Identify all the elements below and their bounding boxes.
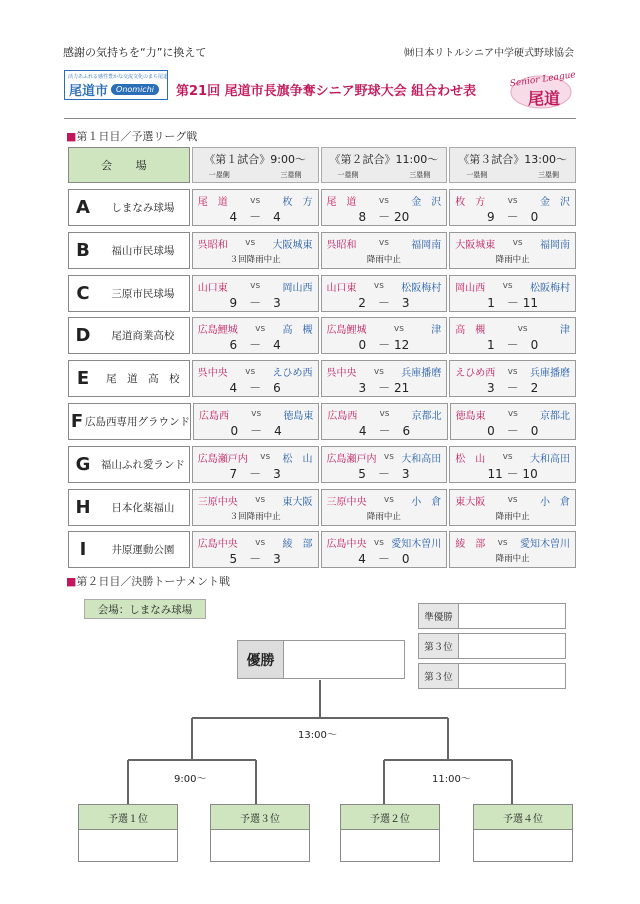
match-cell bbox=[321, 232, 448, 269]
venue-cell bbox=[68, 531, 190, 568]
match-cell bbox=[192, 360, 319, 397]
third-place-label: 第３位 bbox=[419, 634, 459, 658]
onomichi-city-logo bbox=[64, 70, 168, 100]
home-team: 大阪城東 bbox=[455, 239, 496, 251]
venue-letter: G bbox=[75, 453, 91, 475]
venue-row bbox=[68, 232, 576, 269]
vs-label: vs bbox=[250, 281, 261, 292]
home-team: 広島鯉城 bbox=[326, 325, 367, 337]
match-score: 9 － 0 bbox=[486, 210, 539, 224]
home-team: 尾 道 bbox=[326, 197, 357, 208]
match-cell bbox=[321, 317, 448, 354]
vs-label: vs bbox=[502, 281, 513, 292]
home-team: 山口東 bbox=[326, 282, 357, 294]
away-team: 松 山 bbox=[282, 453, 313, 465]
venue-name: 福山市民球場 bbox=[111, 244, 175, 257]
home-team: 広島鯉城 bbox=[197, 325, 238, 337]
bracket-slot-3: 予選２位 bbox=[340, 804, 440, 862]
match-cell bbox=[192, 232, 319, 269]
away-team: 枚 方 bbox=[282, 197, 313, 208]
schedule-header-row bbox=[68, 147, 576, 183]
game-header-1: 《第１試合》9:00～ 一塁側 三塁側 bbox=[192, 147, 319, 183]
vs-label: vs bbox=[255, 537, 266, 548]
home-team: 広島西 bbox=[199, 410, 229, 422]
venue-name: 井原運動公園 bbox=[111, 544, 175, 557]
organization-name: ㈶日本リトルシニア中学硬式野球協会 bbox=[404, 48, 574, 59]
venue-letter: C bbox=[76, 282, 90, 304]
away-team: 大和高田 bbox=[529, 453, 570, 465]
away-team: 兵庫播磨 bbox=[401, 368, 442, 380]
semifinal-2-time: 11:00～ bbox=[432, 774, 471, 785]
venue-name: 広島西専用グラウンド bbox=[85, 415, 190, 428]
game-header-3: 《第３試合》13:00～ 一塁側 三塁側 bbox=[449, 147, 576, 183]
home-team: 枚 方 bbox=[455, 197, 486, 208]
vs-label: vs bbox=[507, 409, 518, 420]
away-team: 金 沢 bbox=[539, 197, 570, 208]
emblem-main-text: 尾道 bbox=[528, 89, 561, 108]
logo-tagline: 活力あふれる感性豊かな交流文化のまち尾道 bbox=[68, 74, 169, 80]
day2-section-title: ■第２日目／決勝トーナメント戦 bbox=[66, 575, 230, 588]
match-cell bbox=[449, 531, 576, 568]
home-team: 徳島東 bbox=[455, 410, 486, 422]
home-team: 東大阪 bbox=[455, 496, 486, 508]
venue-letter: H bbox=[75, 496, 91, 518]
venue-cell bbox=[68, 232, 190, 269]
match-cell bbox=[192, 189, 319, 226]
venue-cell bbox=[68, 360, 190, 397]
venue-row bbox=[68, 275, 576, 312]
match-cell bbox=[449, 446, 576, 483]
venue-row bbox=[68, 446, 576, 483]
vs-label: vs bbox=[502, 452, 513, 463]
schedule-grid bbox=[68, 147, 576, 574]
home-team: 広島中央 bbox=[326, 539, 367, 551]
match-cell bbox=[192, 446, 319, 483]
vs-label: vs bbox=[507, 366, 518, 377]
vs-label: vs bbox=[378, 238, 389, 249]
venue-cell bbox=[68, 403, 191, 440]
bracket-slot-2: 予選３位 bbox=[210, 804, 310, 862]
away-team: 愛知木曽川 bbox=[519, 539, 570, 551]
match-score: 1 － 11 bbox=[487, 295, 538, 310]
venue-name: 尾道商業高校 bbox=[111, 330, 175, 343]
away-team: 徳島東 bbox=[283, 410, 314, 422]
away-team: えひめ西 bbox=[272, 368, 313, 380]
match-cell bbox=[192, 531, 319, 568]
away-team: 松阪梅村 bbox=[401, 282, 442, 294]
vs-label: vs bbox=[517, 323, 528, 334]
match-score: 0 － 0 bbox=[487, 423, 539, 438]
venue-row bbox=[68, 317, 576, 354]
vs-label: vs bbox=[245, 366, 256, 377]
home-team: 広島中央 bbox=[197, 539, 238, 551]
venue-cell bbox=[68, 189, 190, 226]
venue-letter: I bbox=[79, 539, 87, 561]
match-score: 5 － 3 bbox=[358, 466, 410, 481]
away-team: 金 沢 bbox=[411, 197, 442, 208]
third-place-label: 第３位 bbox=[419, 664, 459, 688]
final-venue: 会場：しまなみ球場 bbox=[84, 599, 206, 619]
match-cell bbox=[192, 317, 319, 354]
match-score: 3 － 2 bbox=[486, 381, 539, 396]
venue-cell bbox=[68, 317, 190, 354]
away-team: 京都北 bbox=[411, 410, 442, 422]
match-score: 降雨中止 bbox=[495, 511, 530, 522]
match-score: 3 － 21 bbox=[358, 381, 410, 396]
away-team: 小 倉 bbox=[539, 496, 570, 508]
logo-name-en: Onomichi bbox=[111, 84, 159, 95]
match-cell bbox=[192, 275, 319, 312]
match-cell bbox=[321, 446, 448, 483]
semifinal-1-time: 9:00～ bbox=[174, 774, 207, 785]
home-team: 呉中央 bbox=[326, 368, 357, 380]
venue-letter: D bbox=[75, 325, 91, 347]
bracket-slot-4: 予選４位 bbox=[473, 804, 573, 862]
away-team: 福岡南 bbox=[539, 239, 570, 251]
vs-label: vs bbox=[507, 495, 518, 506]
logo-name: 尾道市 bbox=[69, 84, 109, 99]
venue-cell bbox=[68, 275, 190, 312]
third-place-box-b bbox=[418, 663, 566, 689]
venue-name: 日本化薬福山 bbox=[111, 501, 175, 514]
vs-label: vs bbox=[383, 452, 394, 463]
match-score: 2 － 3 bbox=[358, 295, 410, 310]
slogan: 感謝の気持ちを“力”に換えて bbox=[63, 46, 207, 59]
match-cell bbox=[449, 189, 576, 226]
vs-label: vs bbox=[379, 409, 390, 420]
vs-label: vs bbox=[260, 452, 271, 463]
home-team: 松 山 bbox=[455, 453, 486, 465]
home-team: 広島西 bbox=[327, 410, 358, 422]
match-score: 降雨中止 bbox=[366, 511, 401, 522]
match-cell bbox=[321, 360, 448, 397]
venue-rows bbox=[68, 189, 576, 568]
day1-section-title: ■第１日目／予選リーグ戦 bbox=[66, 130, 198, 143]
page-title: 第21回 尾道市長旗争奪シニア野球大会 組合わせ表 bbox=[176, 84, 477, 99]
vs-label: vs bbox=[245, 238, 256, 249]
match-score: 4 － 0 bbox=[358, 552, 410, 567]
away-team: 愛知木曽川 bbox=[391, 539, 442, 551]
away-team: 小 倉 bbox=[411, 496, 442, 508]
home-team: 呉中央 bbox=[197, 368, 228, 380]
away-team: 福岡南 bbox=[411, 239, 442, 251]
runner-up-label: 準優勝 bbox=[419, 604, 459, 628]
game-header-2: 《第２試合》11:00～ 一塁側 三塁側 bbox=[321, 147, 448, 183]
match-cell bbox=[449, 360, 576, 397]
home-team: 三原中央 bbox=[326, 496, 367, 508]
match-cell bbox=[449, 232, 576, 269]
home-team: 岡山西 bbox=[455, 282, 486, 294]
bracket-slot-1: 予選１位 bbox=[78, 804, 178, 862]
match-score: ３回降雨中止 bbox=[229, 511, 281, 522]
home-team: 尾 道 bbox=[197, 197, 228, 208]
away-team: 京都北 bbox=[539, 410, 570, 422]
match-cell bbox=[321, 275, 448, 312]
vs-label: vs bbox=[383, 495, 394, 506]
venue-name: 福山ふれ愛ランド bbox=[100, 458, 185, 471]
home-team: 高 槻 bbox=[455, 325, 486, 337]
home-team: 山口東 bbox=[197, 282, 228, 294]
match-cell bbox=[192, 489, 319, 526]
match-score: 0 － 4 bbox=[230, 423, 282, 438]
home-team: 広島瀬戸内 bbox=[326, 453, 377, 465]
venue-name: 三原市民球場 bbox=[111, 287, 175, 300]
match-cell bbox=[449, 317, 576, 354]
match-score: 降雨中止 bbox=[495, 254, 530, 265]
match-cell bbox=[193, 403, 319, 440]
vs-label: vs bbox=[250, 195, 261, 206]
match-cell bbox=[321, 403, 447, 440]
venue-row bbox=[68, 489, 576, 526]
match-score: 8 － 20 bbox=[358, 210, 410, 224]
match-score: 降雨中止 bbox=[495, 554, 530, 565]
away-team: 東大阪 bbox=[282, 496, 313, 508]
away-team: 綾 部 bbox=[282, 539, 313, 551]
venue-header: 会 場 bbox=[68, 147, 190, 183]
champion-label: 優勝 bbox=[238, 641, 284, 678]
match-score: 5 － 3 bbox=[229, 552, 281, 567]
away-team: 津 bbox=[559, 325, 570, 337]
home-team: 呉昭和 bbox=[197, 239, 228, 251]
emblem-top-text: Senior League bbox=[509, 70, 577, 90]
venue-cell bbox=[68, 446, 190, 483]
match-score: 6 － 4 bbox=[229, 338, 281, 353]
vs-label: vs bbox=[507, 195, 518, 206]
vs-label: vs bbox=[255, 323, 266, 334]
third-place-box-a bbox=[418, 633, 566, 659]
header-divider bbox=[64, 118, 576, 119]
home-team: 三原中央 bbox=[197, 496, 238, 508]
vs-label: vs bbox=[512, 238, 523, 249]
vs-label: vs bbox=[373, 537, 384, 548]
match-score: 11 － 10 bbox=[487, 466, 538, 481]
home-team: 広島瀬戸内 bbox=[197, 453, 248, 465]
away-team: 大阪城東 bbox=[272, 239, 313, 251]
home-team: 呉昭和 bbox=[326, 239, 357, 251]
venue-cell bbox=[68, 489, 190, 526]
match-score: 4 － 6 bbox=[358, 423, 411, 438]
venue-name: しまなみ球場 bbox=[111, 202, 175, 214]
match-score: 9 － 3 bbox=[229, 295, 281, 310]
match-cell bbox=[321, 489, 448, 526]
venue-letter: F bbox=[70, 410, 84, 432]
match-score: 0 － 12 bbox=[358, 338, 410, 353]
vs-label: vs bbox=[251, 409, 262, 420]
away-team: 兵庫播磨 bbox=[529, 368, 570, 380]
home-team: 綾 部 bbox=[455, 539, 486, 551]
vs-label: vs bbox=[378, 195, 389, 206]
final-time: 13:00～ bbox=[298, 730, 337, 741]
match-score: 4 － 4 bbox=[229, 210, 281, 224]
match-score: 7 － 3 bbox=[229, 466, 281, 481]
match-cell bbox=[321, 189, 448, 226]
match-cell bbox=[450, 403, 576, 440]
venue-row bbox=[68, 189, 576, 226]
match-score: 1 － 0 bbox=[486, 338, 539, 353]
match-score: ３回降雨中止 bbox=[229, 254, 281, 265]
runner-up-box bbox=[418, 603, 566, 629]
vs-label: vs bbox=[373, 281, 384, 292]
venue-letter: A bbox=[76, 197, 90, 218]
match-score: 4 － 6 bbox=[229, 381, 281, 396]
vs-label: vs bbox=[497, 537, 508, 548]
match-cell bbox=[449, 275, 576, 312]
match-cell bbox=[321, 531, 448, 568]
champion-box bbox=[237, 640, 405, 679]
away-team: 大和高田 bbox=[401, 453, 442, 465]
away-team: 岡山西 bbox=[282, 282, 313, 294]
venue-row bbox=[68, 531, 576, 568]
vs-label: vs bbox=[393, 323, 404, 334]
venue-letter: B bbox=[76, 239, 90, 261]
match-cell bbox=[449, 489, 576, 526]
vs-label: vs bbox=[255, 495, 266, 506]
home-team: えひめ西 bbox=[455, 368, 496, 380]
venue-letter: E bbox=[76, 368, 90, 390]
match-score: 降雨中止 bbox=[366, 254, 401, 265]
venue-row bbox=[68, 360, 576, 397]
venue-row bbox=[68, 403, 576, 440]
away-team: 松阪梅村 bbox=[529, 282, 570, 294]
venue-name: 尾 道 高 校 bbox=[106, 373, 180, 386]
away-team: 高 槻 bbox=[282, 325, 313, 337]
away-team: 津 bbox=[431, 325, 442, 337]
vs-label: vs bbox=[373, 366, 384, 377]
senior-league-emblem bbox=[500, 66, 582, 112]
